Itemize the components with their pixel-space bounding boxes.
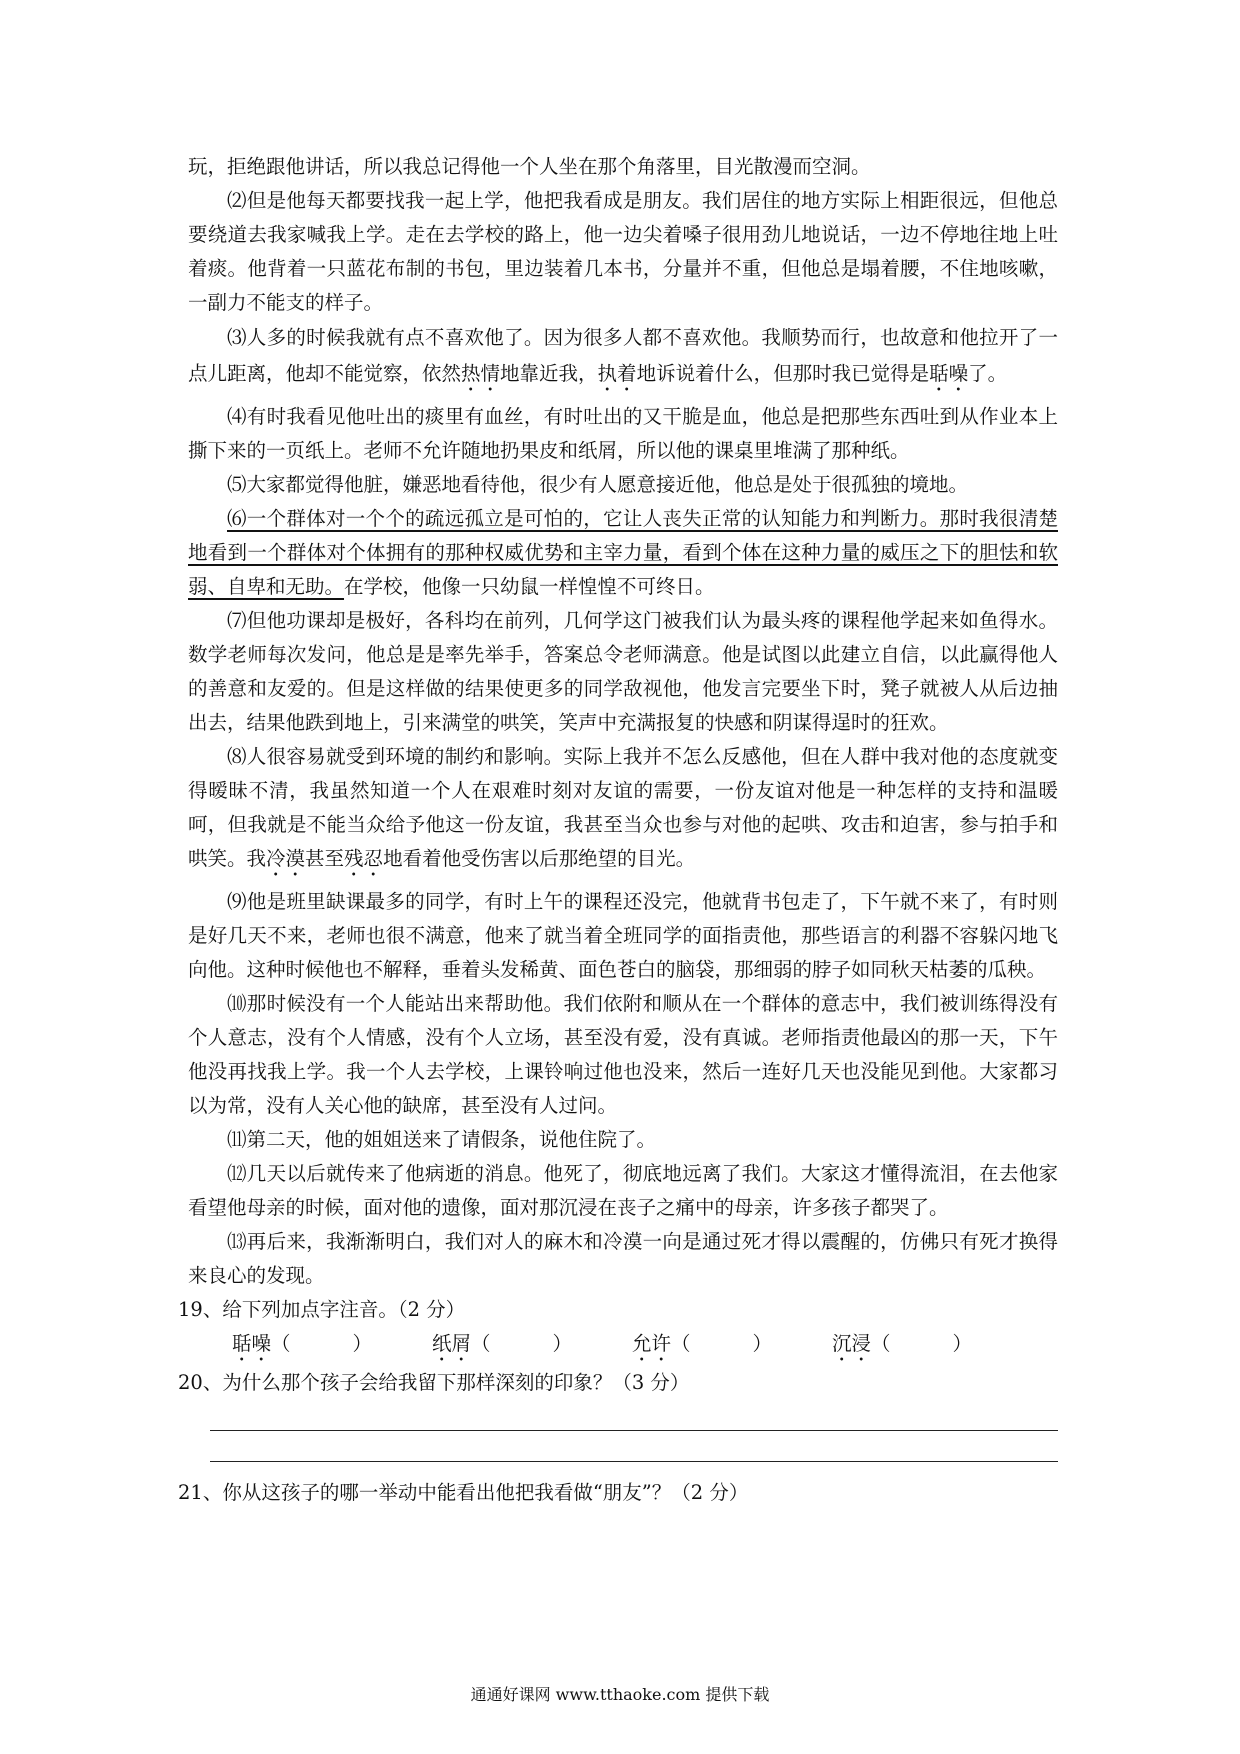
- pinyin-blank: （ ）: [671, 1332, 773, 1355]
- pinyin-item[interactable]: [232, 1327, 432, 1366]
- paragraph-8: [188, 740, 1058, 881]
- paragraph-6-text-b: 在学校，他像一只幼鼠一样惶惶不可终日。: [344, 575, 715, 598]
- dotted-word-lengmo: 冷漠: [266, 847, 306, 870]
- paragraph-0: 玩，拒绝跟他讲话，所以我总记得他一个人坐在那个角落里，目光散漫而空洞。: [188, 155, 871, 178]
- pinyin-item[interactable]: [832, 1327, 1032, 1366]
- pinyin-word: 允许: [632, 1332, 672, 1355]
- paragraph-5: ⑸大家都觉得他脏，嫌恶地看待他，很少有人愿意接近他，他总是处于很孤独的境地。: [227, 473, 969, 496]
- paragraph-9: ⑼他是班里缺课最多的同学，有时上午的课程还没完，他就背书包走了，下午就不来了，有时则是好几天不来，老师也很不满意，他来了就当着全班同学的面指责他，那些语言的利器不容躲闪地飞向他。这种时候他也不解释，垂着头发稀黄、面色苍白的脑袋，那细弱的脖子如同秋天枯萎的瓜秧。: [188, 890, 1058, 981]
- pinyin-word: 纸屑: [432, 1332, 472, 1355]
- paragraph-12: ⑿几天以后就传来了他病逝的消息。他死了，彻底地远离了我们。大家这才懂得流泪，在去他家看望他母亲的时候，面对他的遗像，面对那沉浸在丧子之痛中的母亲，许多孩子都哭了。: [188, 1162, 1058, 1219]
- question-20: 20、为什么那个孩子会给我留下那样深刻的印象？（3 分）: [178, 1371, 690, 1394]
- dotted-word-zhizhuo: 执着: [597, 362, 637, 385]
- paragraph-3-text-e: 地诉说着什么，但那时我已觉得是: [636, 362, 930, 385]
- paragraph-13: ⒀再后来，我渐渐明白，我们对人的麻木和冷漠一向是通过死才得以震醒的，仿佛只有死才换得来良心的发现。: [188, 1230, 1058, 1287]
- pinyin-blank: （ ）: [271, 1332, 373, 1355]
- question-19: 19、给下列加点字注音。（2 分）: [178, 1298, 466, 1321]
- paragraph-8-text-a: ⑻人很容易就受到环境的制约和影响。实际上我并不怎么反感他，但在人群中我对他的态度就变得暧昧不清，我虽然知道一个人在艰难时刻对友谊的需要，一份友谊对他是一种怎样的支持和温暖呵，但我就是不能当众给予他这一份友谊，我甚至当众也参与对他的起哄、攻击和迫害，参与拍手和哄笑。我: [188, 745, 1058, 870]
- paragraph-4: ⑷有时我看见他吐出的痰里有血丝，有时吐出的又干脆是血，他总是把那些东西吐到从作业本上撕下来的一页纸上。老师不允许随地扔果皮和纸屑，所以他的课桌里堆满了那种纸。: [188, 405, 1058, 462]
- pinyin-item[interactable]: [432, 1327, 632, 1366]
- paragraph-3-text-c: 地靠近我，: [500, 362, 598, 385]
- dotted-word-canren: 残忍: [344, 847, 384, 870]
- dotted-word-guozao: 聒噪: [929, 362, 969, 385]
- pinyin-blank: （ ）: [871, 1332, 973, 1355]
- pinyin-word: 聒噪: [232, 1332, 272, 1355]
- underlined-sentence: ⑹一个群体对一个个的疏远孤立是可怕的，它让人丧失正常的认知能力和判断力。那时我很清楚地看到一个群体对个体拥有的那种权威优势和主宰力量，看到个体在这种力量的威压之下的胆怯和软弱、自卑和无助。: [188, 507, 1058, 598]
- paragraph-3-text-a: ⑶人多的时候我就有点不喜欢他了。因为很多人都不喜欢他。我顺势而行，也故意和他拉开了一点儿距离，他却不能觉察，依然: [188, 326, 1058, 385]
- page-footer: 通通好课网 www.tthaoke.com 提供下载: [470, 1685, 770, 1704]
- pinyin-item[interactable]: [632, 1327, 832, 1366]
- paragraph-3-text-g: 了。: [968, 362, 1008, 385]
- paragraph-10: ⑽那时候没有一个人能站出来帮助他。我们依附和顺从在一个群体的意志中，我们被训练得没有个人意志，没有个人情感，没有个人立场，甚至没有爱，没有真诚。老师指责他最凶的那一天，下午他没再找我上学。我一个人去学校，上课铃响过他也没来，然后一连好几天也没能见到他。大家都习以为常，没有人关心他的缺席，甚至没有人过问。: [188, 992, 1058, 1117]
- pinyin-answer-row: [188, 1327, 1058, 1366]
- paragraph-7: ⑺但他功课却是极好，各科均在前列，几何学这门被我们认为最头疼的课程他学起来如鱼得水。数学老师每次发问，他总是是率先举手，答案总令老师满意。他是试图以此建立自信，以此赢得他人的善意和友爱的。但是这样做的结果使更多的同学敌视他，他发言完要坐下时，凳子就被人从后边抽出去，结果他跌到地上，引来满堂的哄笑，笑声中充满报复的快感和阴谋得逞时的狂欢。: [188, 609, 1058, 734]
- pinyin-blank: （ ）: [471, 1332, 573, 1355]
- paragraph-3: [188, 320, 1058, 396]
- reading-passage: [178, 150, 1058, 1510]
- pinyin-word: 沉浸: [832, 1332, 872, 1355]
- question-21: 21、你从这孩子的哪一举动中能看出他把我看做“朋友”？（2 分）: [178, 1481, 749, 1504]
- paragraph-8-text-c: 甚至: [305, 847, 345, 870]
- paragraph-6: [188, 502, 1058, 604]
- paragraph-8-text-e: 地看着他受伤害以后那绝望的目光。: [383, 847, 696, 870]
- dotted-word-reqing: 热情: [461, 362, 501, 385]
- paragraph-11: ⑾第二天，他的姐姐送来了请假条，说他住院了。: [227, 1128, 657, 1151]
- paragraph-2: ⑵但是他每天都要找我一起上学，他把我看成是朋友。我们居住的地方实际上相距很远，但他总要绕道去我家喊我上学。走在去学校的路上，他一边尖着嗓子很用劲儿地说话，一边不停地往地上吐着痰。他背着一只蓝花布制的书包，里边装着几本书，分量并不重，但他总是塌着腰，不住地咳嗽，一副力不能支的样子。: [188, 189, 1058, 314]
